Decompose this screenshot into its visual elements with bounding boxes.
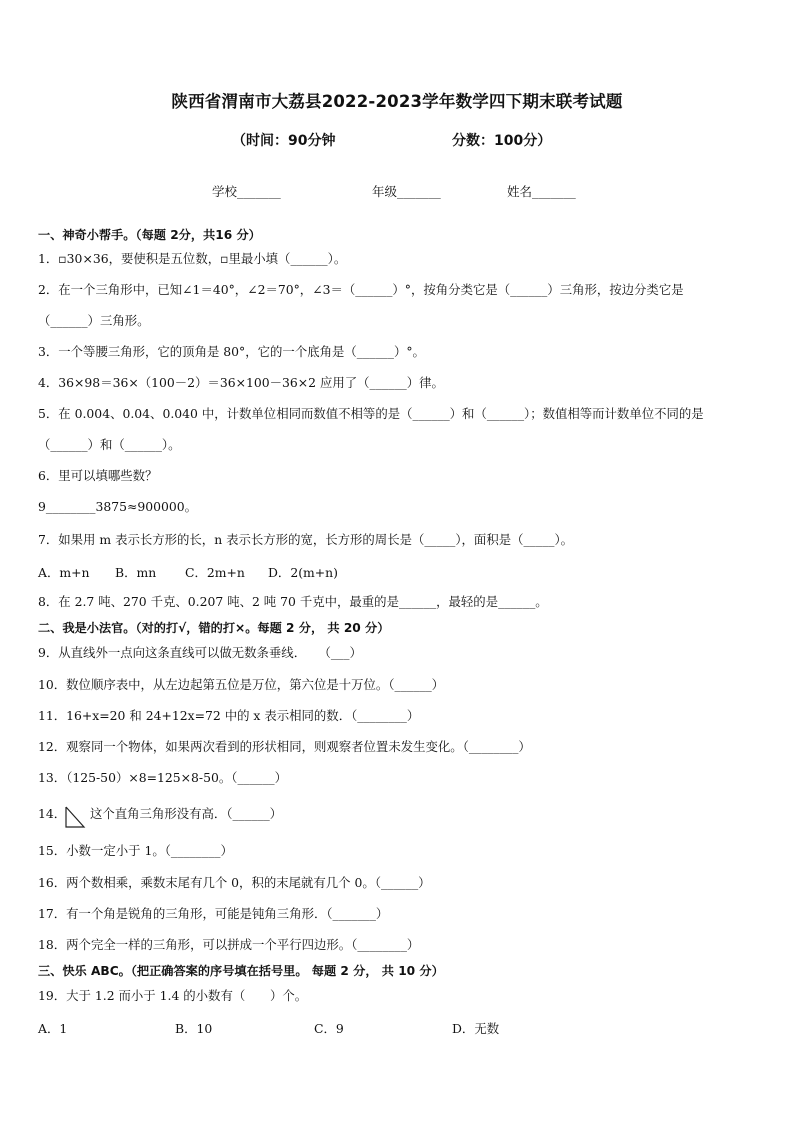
name-field[interactable]: 姓名_______	[507, 184, 576, 199]
question-17: 17．有一个角是锐角的三角形，可能是钝角三角形．（_______）	[38, 906, 389, 921]
q19-option-d: D．无数	[452, 1021, 500, 1036]
question-2-continued: （______）三角形。	[38, 313, 150, 328]
q19-option-c: C．9	[314, 1021, 344, 1036]
grade-field[interactable]: 年级_______	[372, 184, 441, 199]
question-8: 8．在 2.7 吨、270 千克、0.207 吨、2 吨 70 千克中，最重的是______，最轻的是______。	[38, 594, 548, 609]
section-1-heading: 一、神奇小帮手。（每题 2分，共16 分）	[38, 228, 261, 242]
question-2: 2．在一个三角形中，已知∠1＝40°，∠2＝70°，∠3＝（______）°，按角分类它是（______）三角形，按边分类它是	[38, 282, 684, 297]
question-1: 1．▫30×36，要使积是五位数，▫里最小填（______）。	[38, 251, 347, 266]
question-7: 7．如果用 m 表示长方形的长，n 表示长方形的宽，长方形的周长是（_____），面积是（_____）。	[38, 532, 574, 547]
q7-option-a: A．m+n	[38, 565, 90, 580]
school-field[interactable]: 学校_______	[212, 184, 281, 199]
question-18: 18．两个完全一样的三角形，可以拼成一个平行四边形。（________）	[38, 937, 420, 952]
q7-option-d: D．2(m+n)	[268, 565, 338, 580]
q7-option-c: C．2m+n	[185, 565, 245, 580]
section-2-heading: 二、我是小法官。（对的打√，错的打×。每题 2 分， 共 20 分）	[38, 621, 390, 635]
question-14-number: 14．	[38, 806, 67, 821]
question-9: 9．从直线外一点向这条直线可以做无数条垂线． （___）	[38, 645, 362, 660]
question-13: 13．（125-50）×8=125×8-50。（______）	[38, 770, 288, 785]
question-12: 12．观察同一个物体，如果两次看到的形状相同，则观察者位置未发生变化。（________）	[38, 739, 531, 754]
question-5: 5．在 0.004、0.04、0.040 中，计数单位相同而数值不相等的是（______）和（______）；数值相等而计数单位不同的是	[38, 406, 704, 421]
question-6: 6．里可以填哪些数？	[38, 468, 158, 483]
exam-title: 陕西省渭南市大荔县2022-2023学年数学四下期末联考试题	[171, 92, 623, 111]
question-15: 15．小数一定小于 1。（________）	[38, 843, 233, 858]
question-3: 3．一个等腰三角形，它的顶角是 80°，它的一个底角是（______）°。	[38, 344, 425, 359]
question-14: 这个直角三角形没有高．（______）	[90, 806, 283, 821]
q19-option-b: B．10	[175, 1021, 213, 1036]
exam-score: 分数：100分）	[452, 133, 552, 149]
q19-option-a: A．1	[38, 1021, 68, 1036]
exam-time: （时间：90分钟	[232, 133, 336, 149]
question-11: 11．16+x=20 和 24+12x=72 中的 x 表示相同的数．（________）	[38, 708, 420, 723]
q7-option-b: B．mn	[115, 565, 157, 580]
question-16: 16．两个数相乘，乘数末尾有几个 0，积的末尾就有几个 0。（______）	[38, 875, 431, 890]
section-3-heading: 三、快乐 ABC。（把正确答案的序号填在括号里。 每题 2 分， 共 10 分）	[38, 964, 444, 978]
question-6-blank: 9________3875≈900000。	[38, 499, 198, 514]
question-10: 10．数位顺序表中，从左边起第五位是万位，第六位是十万位。（______）	[38, 677, 445, 692]
question-5-continued: （______）和（______）。	[38, 437, 181, 452]
question-4: 4．36×98＝36×（100－2）＝36×100－36×2 应用了（______）律。	[38, 375, 444, 390]
question-19: 19．大于 1.2 而小于 1.4 的小数有（ ）个。	[38, 988, 308, 1003]
right-triangle-figure	[64, 805, 86, 829]
